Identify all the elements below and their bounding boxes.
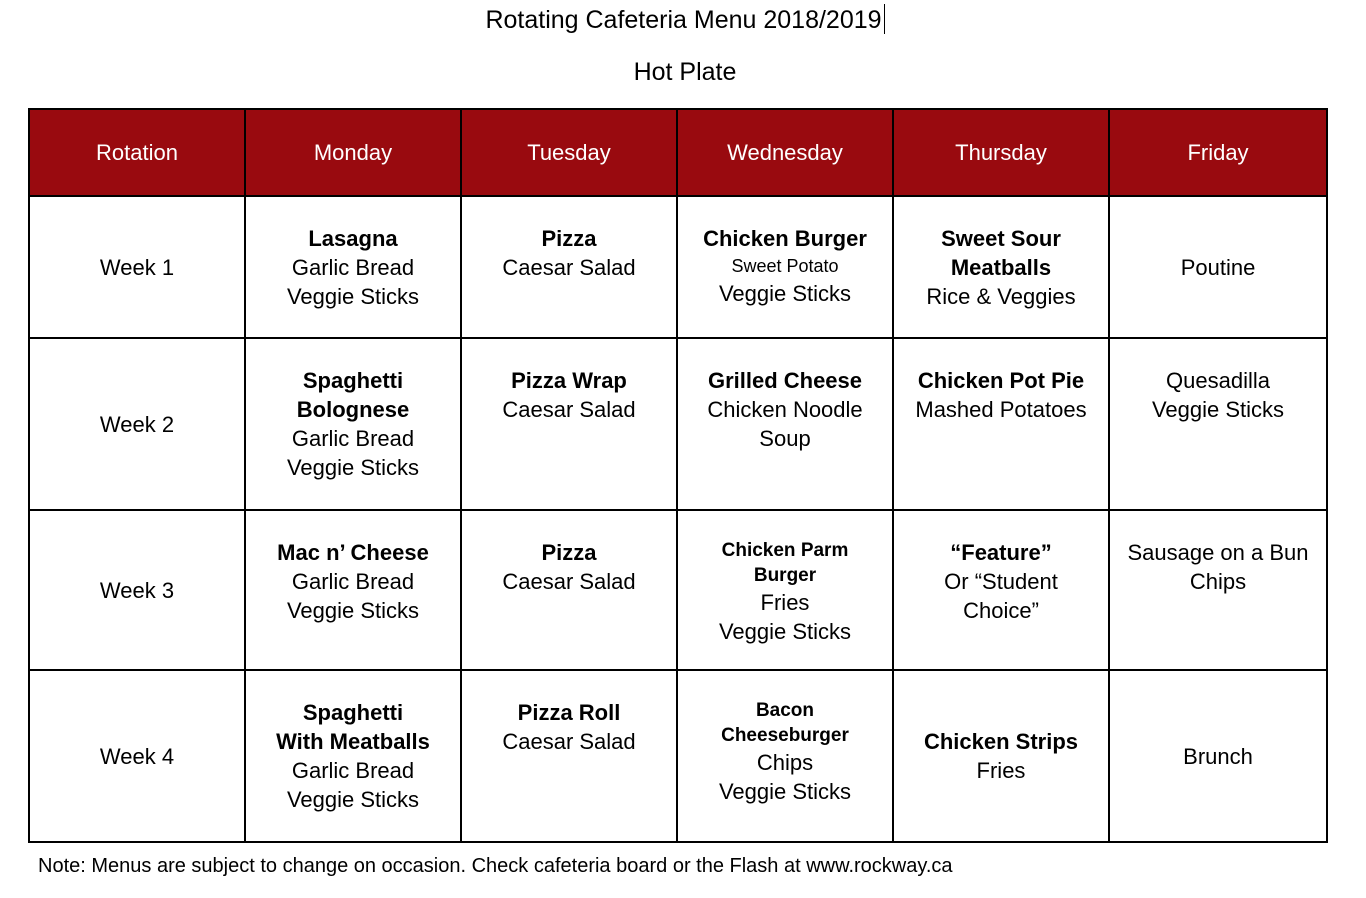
side-item: Veggie Sticks bbox=[286, 455, 420, 480]
menu-cell-tuesday bbox=[461, 670, 677, 842]
side-item: Chicken Noodle bbox=[707, 397, 863, 422]
menu-table bbox=[28, 108, 1328, 843]
menu-cell-monday bbox=[245, 196, 461, 338]
side-item: Garlic Bread bbox=[291, 255, 415, 280]
side-item: Veggie Sticks bbox=[718, 281, 852, 306]
side-item: Veggie Sticks bbox=[286, 284, 420, 309]
main-dish: Chicken Strips bbox=[923, 729, 1079, 754]
side-item: Caesar Salad bbox=[502, 569, 636, 594]
side-item: Mashed Potatoes bbox=[915, 397, 1087, 422]
main-dish-line: Cheeseburger bbox=[721, 725, 849, 746]
footer-note: Note: Menus are subject to change on occasion. Check cafeteria board or the Flash at www.rockway.ca bbox=[38, 855, 953, 877]
side-item: Chips bbox=[756, 750, 814, 775]
header-friday: Friday bbox=[1109, 109, 1327, 196]
rotation-cell: Week 3 bbox=[29, 510, 245, 670]
document-title-text: Rotating Cafeteria Menu 2018/2019 bbox=[485, 6, 882, 34]
rotation-cell: Week 2 bbox=[29, 338, 245, 510]
menu-cell-tuesday bbox=[461, 510, 677, 670]
side-item: Veggie Sticks bbox=[286, 787, 420, 812]
menu-cell-tuesday bbox=[461, 196, 677, 338]
side-item: Fries bbox=[976, 758, 1026, 783]
header-monday: Monday bbox=[245, 109, 461, 196]
side-item: Chips bbox=[1189, 569, 1247, 594]
side-item: Or “Student bbox=[944, 569, 1058, 594]
side-item: Fries bbox=[760, 590, 810, 615]
menu-cell-wednesday bbox=[677, 338, 893, 510]
menu-cell-wednesday bbox=[677, 196, 893, 338]
menu-cell-monday bbox=[245, 510, 461, 670]
rotation-cell: Week 1 bbox=[29, 196, 245, 338]
main-dish-line: Bolognese bbox=[296, 397, 410, 422]
side-item: Sausage on a Bun bbox=[1127, 540, 1309, 565]
main-dish: Pizza Wrap bbox=[511, 368, 627, 393]
main-dish: Chicken Burger bbox=[703, 226, 867, 251]
main-dish: Lasagna bbox=[308, 226, 398, 251]
table-row bbox=[29, 338, 1327, 510]
main-dish-line: Bacon bbox=[755, 700, 815, 721]
document-title[interactable] bbox=[0, 4, 1366, 36]
table-row bbox=[29, 670, 1327, 842]
menu-cell-friday bbox=[1109, 196, 1327, 338]
side-item: Caesar Salad bbox=[502, 729, 636, 754]
header-tuesday: Tuesday bbox=[461, 109, 677, 196]
document-subtitle: Hot Plate bbox=[633, 58, 737, 86]
text-cursor bbox=[884, 4, 885, 34]
side-item: Brunch bbox=[1183, 743, 1253, 769]
side-item: Veggie Sticks bbox=[286, 598, 420, 623]
main-dish-line: Spaghetti bbox=[302, 368, 404, 393]
side-item: Veggie Sticks bbox=[718, 619, 852, 644]
header-wednesday: Wednesday bbox=[677, 109, 893, 196]
main-dish-line: Sweet Sour bbox=[941, 226, 1061, 251]
side-item: Caesar Salad bbox=[502, 397, 636, 422]
side-item: Garlic Bread bbox=[291, 426, 415, 451]
main-dish: Pizza bbox=[541, 540, 597, 565]
menu-cell-friday bbox=[1109, 670, 1327, 842]
side-item: Garlic Bread bbox=[291, 569, 415, 594]
main-dish: Pizza Roll bbox=[517, 700, 621, 725]
table-row bbox=[29, 510, 1327, 670]
side-item: Veggie Sticks bbox=[1151, 397, 1285, 422]
header-row bbox=[29, 109, 1327, 196]
main-dish: Mac n’ Cheese bbox=[277, 540, 429, 565]
side-item: Poutine bbox=[1180, 254, 1256, 280]
main-dish-line: Spaghetti bbox=[302, 700, 404, 725]
menu-cell-thursday bbox=[893, 510, 1109, 670]
side-item: Soup bbox=[759, 426, 811, 451]
side-item: Caesar Salad bbox=[502, 255, 636, 280]
main-dish-line: With Meatballs bbox=[276, 729, 430, 754]
main-dish: Chicken Pot Pie bbox=[917, 368, 1085, 393]
table-row bbox=[29, 196, 1327, 338]
header-thursday: Thursday bbox=[893, 109, 1109, 196]
menu-cell-friday bbox=[1109, 510, 1327, 670]
menu-cell-wednesday bbox=[677, 670, 893, 842]
menu-cell-monday bbox=[245, 670, 461, 842]
menu-cell-friday bbox=[1109, 338, 1327, 510]
menu-cell-thursday bbox=[893, 196, 1109, 338]
main-dish: Grilled Cheese bbox=[707, 368, 863, 393]
main-dish: Pizza bbox=[541, 226, 597, 251]
side-item: Garlic Bread bbox=[291, 758, 415, 783]
main-dish-line: Burger bbox=[753, 565, 817, 586]
side-item: Veggie Sticks bbox=[718, 779, 852, 804]
menu-cell-thursday bbox=[893, 338, 1109, 510]
main-dish: “Feature” bbox=[950, 540, 1052, 565]
main-dish-line: Chicken Parm bbox=[721, 540, 849, 561]
menu-cell-wednesday bbox=[677, 510, 893, 670]
side-item: Choice” bbox=[963, 598, 1039, 623]
menu-cell-thursday bbox=[893, 670, 1109, 842]
rotation-cell: Week 4 bbox=[29, 670, 245, 842]
header-rotation: Rotation bbox=[29, 109, 245, 196]
menu-cell-tuesday bbox=[461, 338, 677, 510]
side-item: Rice & Veggies bbox=[926, 284, 1076, 309]
main-dish-line: Meatballs bbox=[950, 255, 1052, 280]
menu-cell-monday bbox=[245, 338, 461, 510]
side-item: Sweet Potato bbox=[731, 256, 839, 276]
side-item: Quesadilla bbox=[1166, 368, 1270, 393]
